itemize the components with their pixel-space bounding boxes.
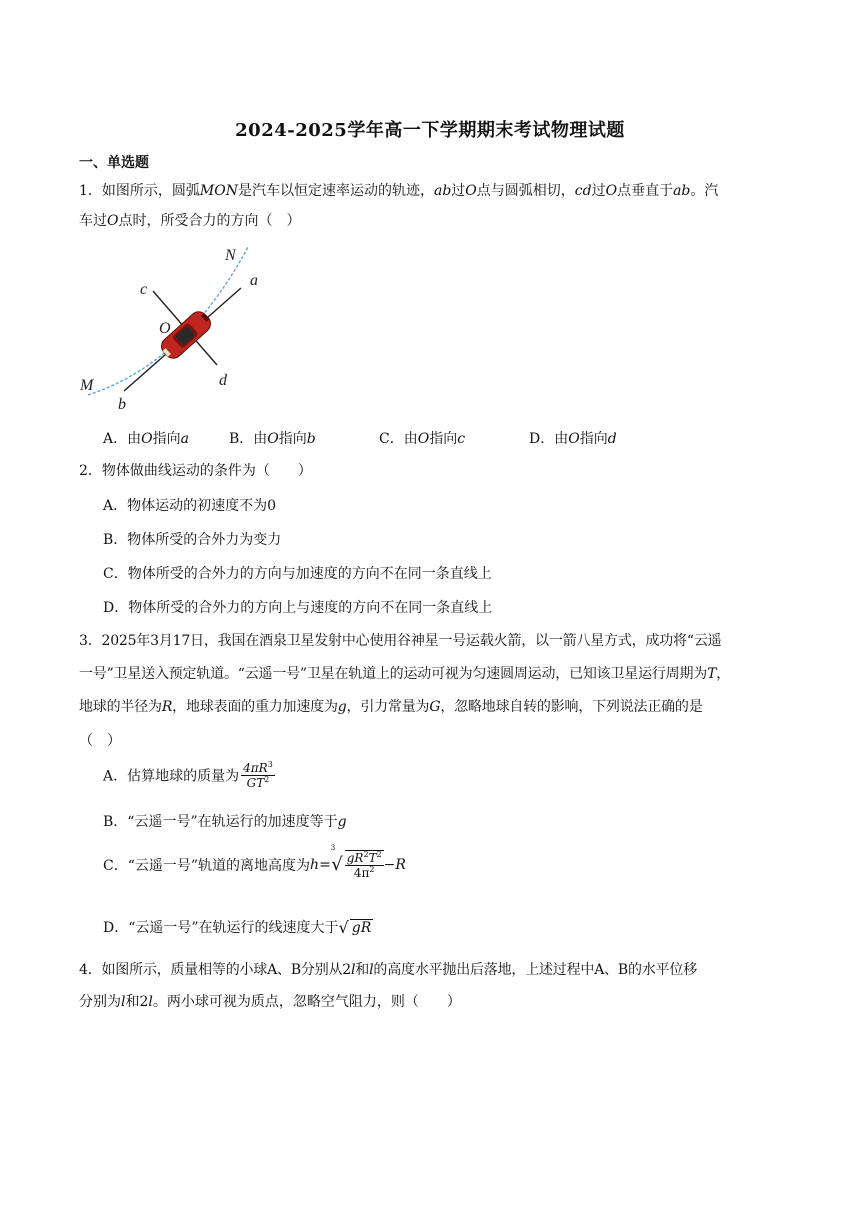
exponent: 2 bbox=[376, 850, 382, 859]
q1-text: 点与圆弧相切， bbox=[476, 183, 575, 199]
minus-sign: − bbox=[383, 857, 396, 873]
question-4-line-2 bbox=[79, 992, 461, 1012]
option-var: d bbox=[607, 431, 617, 447]
option-text: B．“云遥一号”在轨运行的加速度等于 bbox=[103, 814, 338, 830]
mass-fraction bbox=[241, 761, 275, 790]
root-index: 3 bbox=[330, 844, 336, 852]
label-b: b bbox=[118, 396, 126, 413]
q1-var-ab: ab bbox=[433, 183, 452, 199]
option-text: C．由 bbox=[379, 431, 418, 447]
option-text: C．“云遥一号”轨道的离地高度为 bbox=[103, 858, 311, 874]
q3-text: ，引力常量为 bbox=[346, 699, 430, 715]
fraction-numerator: 4πR bbox=[243, 761, 268, 775]
q3-text: ， bbox=[716, 666, 731, 682]
q1-text: 过 bbox=[591, 183, 606, 199]
section-heading: 一、单选题 bbox=[79, 155, 149, 171]
exponent: 2 bbox=[363, 850, 369, 859]
q3-option-b[interactable] bbox=[103, 811, 347, 831]
q3-option-c[interactable] bbox=[103, 844, 406, 880]
fraction-numerator: T bbox=[368, 851, 377, 865]
q4-text: 。两小球可视为质点，忽略空气阻力，则（ ） bbox=[152, 994, 461, 1010]
option-text: A．估算地球的质量为 bbox=[103, 768, 240, 785]
question-1-line-1 bbox=[79, 181, 718, 201]
exponent: 3 bbox=[267, 760, 273, 769]
q4-text: 的高度水平抛出后落地，上述过程中A、B的水平位移 bbox=[373, 962, 697, 978]
question-4-line-1 bbox=[79, 960, 697, 980]
q1-var-o: O bbox=[465, 183, 477, 199]
q4-var-l: l bbox=[351, 962, 356, 978]
q3-option-d[interactable] bbox=[103, 917, 373, 937]
option-var: a bbox=[180, 431, 189, 447]
option-text: 指向 bbox=[278, 431, 307, 447]
question-1-line-2 bbox=[79, 211, 300, 231]
q2-option-b[interactable]: B．物体所受的合外力为变力 bbox=[103, 532, 282, 548]
q3-var-t: T bbox=[707, 666, 717, 682]
label-a: a bbox=[250, 272, 258, 289]
q3-option-a[interactable] bbox=[103, 761, 275, 790]
option-text: 指向 bbox=[429, 431, 458, 447]
option-var: O bbox=[141, 431, 153, 447]
q1-text: 点时，所受合力的方向（ ） bbox=[118, 213, 301, 229]
option-text: 指向 bbox=[152, 431, 181, 447]
q1-text: 过 bbox=[451, 183, 466, 199]
q2-option-a[interactable]: A．物体运动的初速度不为0 bbox=[103, 498, 277, 514]
q1-option-d[interactable] bbox=[529, 428, 617, 448]
q3-text: 一号”卫星送入预定轨道。“云遥一号”卫星在轨道上的运动可视为匀速圆周运动，已知该卫星运行周期为 bbox=[79, 666, 708, 682]
q3-text: ，地球表面的重力加速度为 bbox=[172, 699, 338, 715]
q2-option-c[interactable]: C．物体所受的合外力的方向与加速度的方向不在同一条直线上 bbox=[103, 566, 492, 582]
question-3-line-2 bbox=[79, 664, 730, 684]
question-3-line-1: 3．2025年3月17日，我国在酒泉卫星发射中心使用谷神星一号运载火箭，以一箭八星方式，成功将“云遥 bbox=[79, 633, 722, 649]
option-text: D．“云遥一号”在轨运行的线速度大于 bbox=[103, 920, 339, 936]
fraction-numerator: gR bbox=[346, 851, 364, 865]
q1-option-a[interactable] bbox=[103, 428, 189, 448]
q1-text: 车过 bbox=[79, 213, 107, 229]
option-var: h bbox=[310, 857, 320, 873]
q2-option-d[interactable]: D．物体所受的合外力的方向上与速度的方向不在同一条直线上 bbox=[103, 600, 493, 616]
label-m: M bbox=[80, 377, 94, 394]
option-text: B．由 bbox=[229, 431, 268, 447]
option-text: 指向 bbox=[579, 431, 608, 447]
page-title: 2024-2025学年高一下学期期末考试物理试题 bbox=[235, 120, 625, 141]
q4-var-l: l bbox=[121, 994, 126, 1010]
q1-var-mon: MON bbox=[199, 183, 238, 199]
q4-text: 和2 bbox=[125, 994, 149, 1010]
q4-var-l: l bbox=[148, 994, 153, 1010]
q1-option-c[interactable] bbox=[379, 428, 465, 448]
q3-var-g: g bbox=[337, 699, 347, 715]
label-n: N bbox=[225, 247, 236, 264]
q1-text: 是汽车以恒定速率运动的轨迹， bbox=[237, 183, 434, 199]
q1-var-ab: ab bbox=[673, 183, 691, 199]
q1-option-b[interactable] bbox=[229, 428, 316, 448]
q3-text: ，忽略地球自转的影响，下列说法正确的是 bbox=[440, 699, 703, 715]
fraction-denominator: GT bbox=[246, 776, 265, 790]
q4-text: 分别为 bbox=[79, 994, 121, 1010]
question-3-line-3 bbox=[79, 697, 703, 717]
question-3-line-4: （ ） bbox=[79, 733, 121, 749]
option-var: g bbox=[337, 814, 347, 830]
option-var: O bbox=[267, 431, 279, 447]
option-var: b bbox=[306, 431, 316, 447]
q4-text: 4．如图所示，质量相等的小球A、B分别从2 bbox=[79, 962, 352, 978]
option-var: O bbox=[568, 431, 580, 447]
option-text: A．由 bbox=[103, 431, 142, 447]
label-o: O bbox=[159, 320, 171, 337]
q4-var-l: l bbox=[369, 962, 374, 978]
option-var: O bbox=[417, 431, 430, 447]
sqrt-icon: √ bbox=[338, 918, 349, 937]
q1-text: 点垂直于 bbox=[617, 183, 674, 199]
q1-var-o: O bbox=[107, 213, 119, 229]
q3-text: 地球的半径为 bbox=[79, 699, 162, 715]
sqrt-content: gR bbox=[351, 920, 372, 936]
exponent: 2 bbox=[264, 775, 270, 784]
label-d: d bbox=[219, 372, 227, 389]
equals-sign: = bbox=[319, 857, 331, 873]
question-2-stem: 2．物体做曲线运动的条件为（ ） bbox=[79, 463, 312, 479]
option-var: R bbox=[395, 857, 406, 873]
q1-car-trajectory-figure bbox=[76, 243, 286, 413]
label-c: c bbox=[140, 281, 148, 298]
q1-var-cd: cd bbox=[574, 183, 592, 199]
q4-text: 和 bbox=[355, 962, 370, 978]
q3-var-r: R bbox=[161, 699, 173, 715]
q1-text: 。汽 bbox=[690, 183, 719, 199]
option-var: c bbox=[457, 431, 466, 447]
q3-var-G: G bbox=[429, 699, 441, 715]
fraction-denominator: 4π bbox=[353, 866, 370, 880]
cube-root-icon: √ bbox=[331, 854, 343, 875]
q1-text: 1．如图所示，圆弧 bbox=[79, 183, 200, 199]
q1-var-o: O bbox=[605, 183, 618, 199]
option-text: D．由 bbox=[529, 431, 569, 447]
exponent: 2 bbox=[369, 865, 375, 874]
height-fraction bbox=[345, 850, 384, 880]
